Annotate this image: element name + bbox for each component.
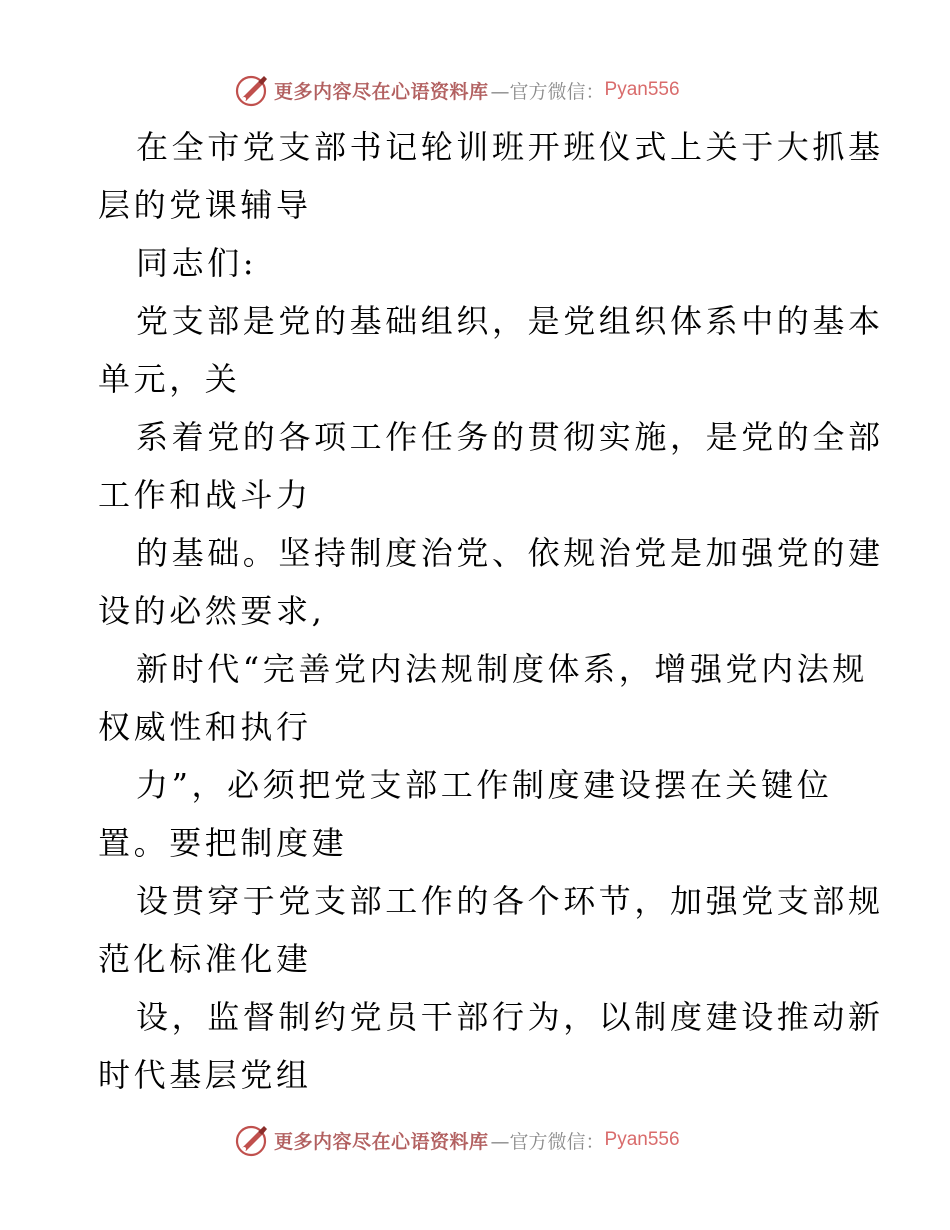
doc-title-line-1: 在全市党支部书记轮训班开班仪式上关于大抓基 [136,128,884,166]
wechat-id: Pyan556 [604,79,680,100]
body-line: 设的必然要求, [98,592,326,630]
body-line: 的基础。坚持制度治党、依规治党是加强党的建 [136,534,884,572]
pen-logo-icon [234,1122,270,1158]
body-line: 新时代“完善党内法规制度体系，增强党内法规 [136,650,868,688]
doc-title-line-2: 层的党课辅导 [98,186,312,224]
document-body [98,118,884,1104]
body-line: 系着党的各项工作任务的贯彻实施，是党的全部 [136,418,884,456]
footer-watermark-banner [234,1120,680,1160]
wechat-id: Pyan556 [604,1129,680,1150]
body-line: 工作和战斗力 [98,476,312,514]
body-line: 时代基层党组 [98,1056,312,1094]
body-line: 力”，必须把党支部工作制度建设摆在关键位 [136,766,833,804]
body-line: 设，监督制约党员干部行为，以制度建设推动新 [136,998,884,1036]
pen-logo-icon [234,72,270,108]
official-wechat-label: —官方微信： [490,80,605,103]
promo-text: 更多内容尽在心语资料库 [274,80,489,103]
salutation: 同志们: [136,244,258,282]
body-line: 置。要把制度建 [98,824,348,862]
body-line: 设贯穿于党支部工作的各个环节，加强党支部规 [136,882,884,920]
body-line: 党支部是党的基础组织，是党组织体系中的基本 [136,302,884,340]
body-line: 权威性和执行 [98,708,312,746]
body-line: 单元，关 [98,360,241,398]
promo-text: 更多内容尽在心语资料库 [274,1130,489,1153]
official-wechat-label: —官方微信： [490,1130,605,1153]
body-line: 范化标准化建 [98,940,312,978]
header-watermark-banner [234,70,680,110]
